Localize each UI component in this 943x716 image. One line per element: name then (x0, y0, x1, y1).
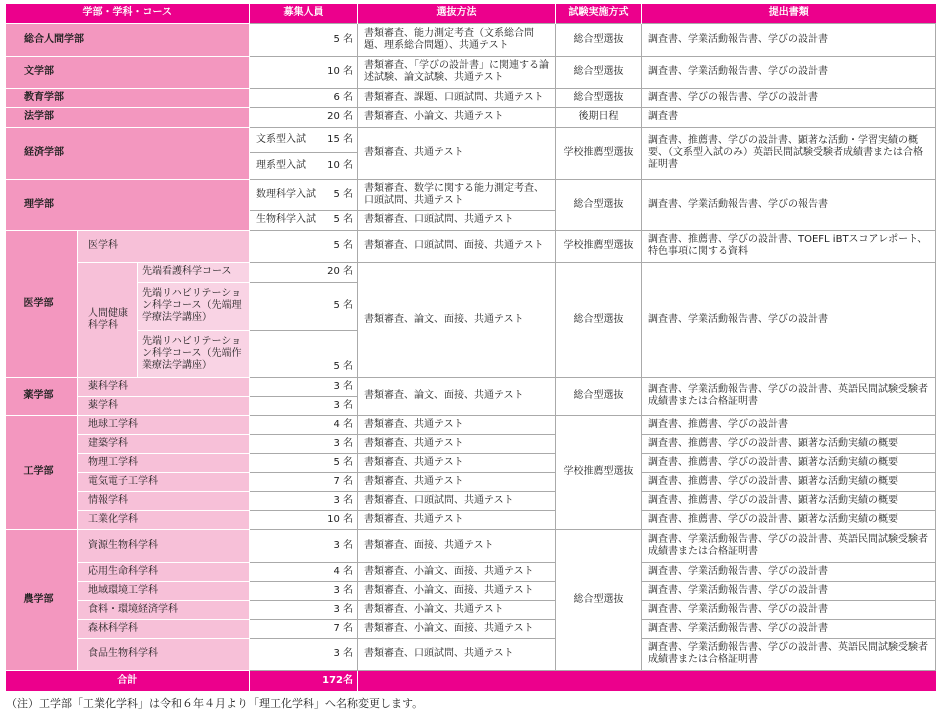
count: 3 名 (250, 581, 358, 600)
faculty-name: 法学部 (6, 107, 250, 127)
faculty-name: 医学部 (6, 230, 78, 377)
table-row (6, 377, 936, 396)
count: 10 名 (250, 56, 358, 88)
docs: 調査書、学業活動報告書、学びの設計書 (642, 581, 936, 600)
table-row (6, 56, 936, 88)
table-row (6, 262, 936, 282)
track-count (250, 210, 358, 230)
method: 書類審査、口頭試問、共通テスト (358, 638, 556, 670)
count: 3 名 (250, 529, 358, 562)
header-format: 試験実施方式 (556, 4, 642, 23)
docs: 調査書、学業活動報告書、学びの設計書 (642, 23, 936, 56)
docs: 調査書、推薦書、学びの設計書、顕著な活動実績の概要 (642, 491, 936, 510)
docs: 調査書、学業活動報告書、学びの設計書、英語民間試験受験者成績書または合格証明書 (642, 529, 936, 562)
dept-name: 食料・環境経済学科 (78, 600, 250, 619)
format: 総合型選抜 (556, 56, 642, 88)
table-row (6, 453, 936, 472)
total-label: 合計 (6, 670, 250, 691)
count: 5 名 (250, 330, 358, 377)
table-row (6, 562, 936, 581)
faculty-name: 文学部 (6, 56, 250, 88)
method: 書類審査、共通テスト (358, 472, 556, 491)
dept-name: 人間健康科学科 (78, 262, 138, 377)
count: 5 名 (333, 214, 353, 225)
count: 5 名 (250, 282, 358, 330)
dept-name: 資源生物科学科 (78, 529, 250, 562)
header-row (6, 4, 936, 23)
faculty-name: 理学部 (6, 179, 250, 230)
format: 総合型選抜 (556, 262, 642, 377)
count: 5 名 (250, 23, 358, 56)
track-count (250, 152, 358, 179)
table-row (6, 638, 936, 670)
method: 書類審査、共通テスト (358, 510, 556, 529)
count: 20 名 (250, 107, 358, 127)
table-row (6, 88, 936, 107)
dept-name: 地域環境工学科 (78, 581, 250, 600)
header-count: 募集人員 (250, 4, 358, 23)
table-row (6, 581, 936, 600)
count: 10 名 (327, 159, 353, 171)
method: 書類審査、「学びの設計書」に関連する論述試験、論文試験、共通テスト (358, 56, 556, 88)
track-name: 文系型入試 (256, 133, 306, 145)
method: 書類審査、共通テスト (358, 127, 556, 179)
format: 総合型選抜 (556, 88, 642, 107)
format: 総合型選抜 (556, 377, 642, 415)
method: 書類審査、小論文、共通テスト (358, 107, 556, 127)
docs: 調査書、学業活動報告書、学びの設計書 (642, 600, 936, 619)
method: 書類審査、共通テスト (358, 434, 556, 453)
docs: 調査書 (642, 107, 936, 127)
count: 20 名 (250, 262, 358, 282)
docs: 調査書、学業活動報告書、学びの設計書 (642, 262, 936, 377)
track-count (250, 127, 358, 152)
count: 5 名 (250, 453, 358, 472)
table-row (6, 230, 936, 262)
dept-name: 薬学科 (78, 396, 250, 415)
faculty-name: 薬学部 (6, 377, 78, 415)
dept-name: 地球工学科 (78, 415, 250, 434)
docs: 調査書、学業活動報告書、学びの設計書、英語民間試験受験者成績書または合格証明書 (642, 638, 936, 670)
dept-name: 情報学科 (78, 491, 250, 510)
count: 3 名 (250, 396, 358, 415)
count: 5 名 (333, 188, 353, 200)
method: 書類審査、口頭試問、共通テスト (358, 210, 556, 230)
method: 書類審査、面接、共通テスト (358, 529, 556, 562)
track-count (250, 179, 358, 210)
method: 書類審査、論文、面接、共通テスト (358, 377, 556, 415)
header-method: 選抜方法 (358, 4, 556, 23)
faculty-name: 総合人間学部 (6, 23, 250, 56)
method: 書類審査、能力測定考査（文系総合問題、理系総合問題）、共通テスト (358, 23, 556, 56)
track-name: 数理科学入試 (256, 188, 316, 200)
count: 7 名 (250, 619, 358, 638)
course-name: 先端リハビリテーション科学コース（先端理学療法学講座） (138, 282, 250, 330)
table-row (6, 619, 936, 638)
header-docs: 提出書類 (642, 4, 936, 23)
method: 書類審査、小論文、面接、共通テスト (358, 562, 556, 581)
count: 15 名 (327, 133, 353, 145)
count: 5 名 (250, 230, 358, 262)
faculty-name: 農学部 (6, 529, 78, 670)
method: 書類審査、小論文、面接、共通テスト (358, 619, 556, 638)
format: 学校推薦型選抜 (556, 415, 642, 529)
format: 学校推薦型選抜 (556, 230, 642, 262)
faculty-name: 教育学部 (6, 88, 250, 107)
docs: 調査書、学業活動報告書、学びの設計書 (642, 619, 936, 638)
docs: 調査書、学業活動報告書、学びの報告書 (642, 179, 936, 230)
method: 書類審査、共通テスト (358, 415, 556, 434)
method: 書類審査、口頭試問、面接、共通テスト (358, 230, 556, 262)
count: 7 名 (250, 472, 358, 491)
docs: 調査書、学びの報告書、学びの設計書 (642, 88, 936, 107)
dept-name: 医学科 (78, 230, 250, 262)
format: 総合型選抜 (556, 179, 642, 230)
count: 10 名 (250, 510, 358, 529)
count: 4 名 (250, 415, 358, 434)
track-name: 生物科学入試 (256, 214, 316, 225)
table-row (6, 179, 936, 210)
admissions-table (5, 4, 936, 691)
dept-name: 電気電子工学科 (78, 472, 250, 491)
course-name: 先端看護科学コース (138, 262, 250, 282)
table-row (6, 415, 936, 434)
docs: 調査書、推薦書、学びの設計書、TOEFL iBTスコアレポート、特色事項に関する資料 (642, 230, 936, 262)
dept-name: 工業化学科 (78, 510, 250, 529)
count: 3 名 (250, 434, 358, 453)
faculty-name: 工学部 (6, 415, 78, 529)
method: 書類審査、小論文、面接、共通テスト (358, 581, 556, 600)
method: 書類審査、共通テスト (358, 453, 556, 472)
method: 書類審査、数学に関する能力測定考査、口頭試問、共通テスト (358, 179, 556, 210)
dept-name: 建築学科 (78, 434, 250, 453)
format: 総合型選抜 (556, 23, 642, 56)
dept-name: 物理工学科 (78, 453, 250, 472)
docs: 調査書、推薦書、学びの設計書 (642, 415, 936, 434)
table-row (6, 127, 936, 152)
table-row (6, 472, 936, 491)
count: 6 名 (250, 88, 358, 107)
method: 書類審査、論文、面接、共通テスト (358, 262, 556, 377)
docs: 調査書、学業活動報告書、学びの設計書 (642, 562, 936, 581)
total-row (6, 670, 936, 691)
table-row (6, 600, 936, 619)
count: 3 名 (250, 600, 358, 619)
dept-name: 森林科学科 (78, 619, 250, 638)
dept-name: 薬科学科 (78, 377, 250, 396)
dept-name: 応用生命科学科 (78, 562, 250, 581)
count: 3 名 (250, 377, 358, 396)
footnote: （注）工学部「工業化学科」は令和６年４月より「理工化学科」へ名称変更します。 (6, 697, 424, 710)
track-name: 理系型入試 (256, 159, 306, 171)
docs: 調査書、推薦書、学びの設計書、顕著な活動実績の概要 (642, 453, 936, 472)
count: 3 名 (250, 491, 358, 510)
method: 書類審査、課題、口頭試問、共通テスト (358, 88, 556, 107)
method: 書類審査、小論文、共通テスト (358, 600, 556, 619)
docs: 調査書、推薦書、学びの設計書、顕著な活動実績の概要 (642, 434, 936, 453)
total-blank (358, 670, 936, 691)
format: 総合型選抜 (556, 529, 642, 670)
docs: 調査書、推薦書、学びの設計書、顕著な活動実績の概要 (642, 510, 936, 529)
table-row (6, 23, 936, 56)
table-row (6, 434, 936, 453)
count: 4 名 (250, 562, 358, 581)
table-row (6, 107, 936, 127)
docs: 調査書、推薦書、学びの設計書、顕著な活動実績の概要 (642, 472, 936, 491)
table-row (6, 510, 936, 529)
method: 書類審査、口頭試問、共通テスト (358, 491, 556, 510)
table-row (6, 529, 936, 562)
docs: 調査書、推薦書、学びの設計書、顕著な活動・学習実績の概要、（文系型入試のみ）英語民間試験受験者成績書または合格証明書 (642, 127, 936, 179)
docs: 調査書、学業活動報告書、学びの設計書 (642, 56, 936, 88)
format: 学校推薦型選抜 (556, 127, 642, 179)
course-name: 先端リハビリテーション科学コース（先端作業療法学講座） (138, 330, 250, 377)
faculty-name: 経済学部 (6, 127, 250, 179)
header-dept: 学部・学科・コース (6, 4, 250, 23)
total-count: 172名 (250, 670, 358, 691)
count: 3 名 (250, 638, 358, 670)
dept-name: 食品生物科学科 (78, 638, 250, 670)
docs: 調査書、学業活動報告書、学びの設計書、英語民間試験受験者成績書または合格証明書 (642, 377, 936, 415)
format: 後期日程 (556, 107, 642, 127)
table-row (6, 491, 936, 510)
